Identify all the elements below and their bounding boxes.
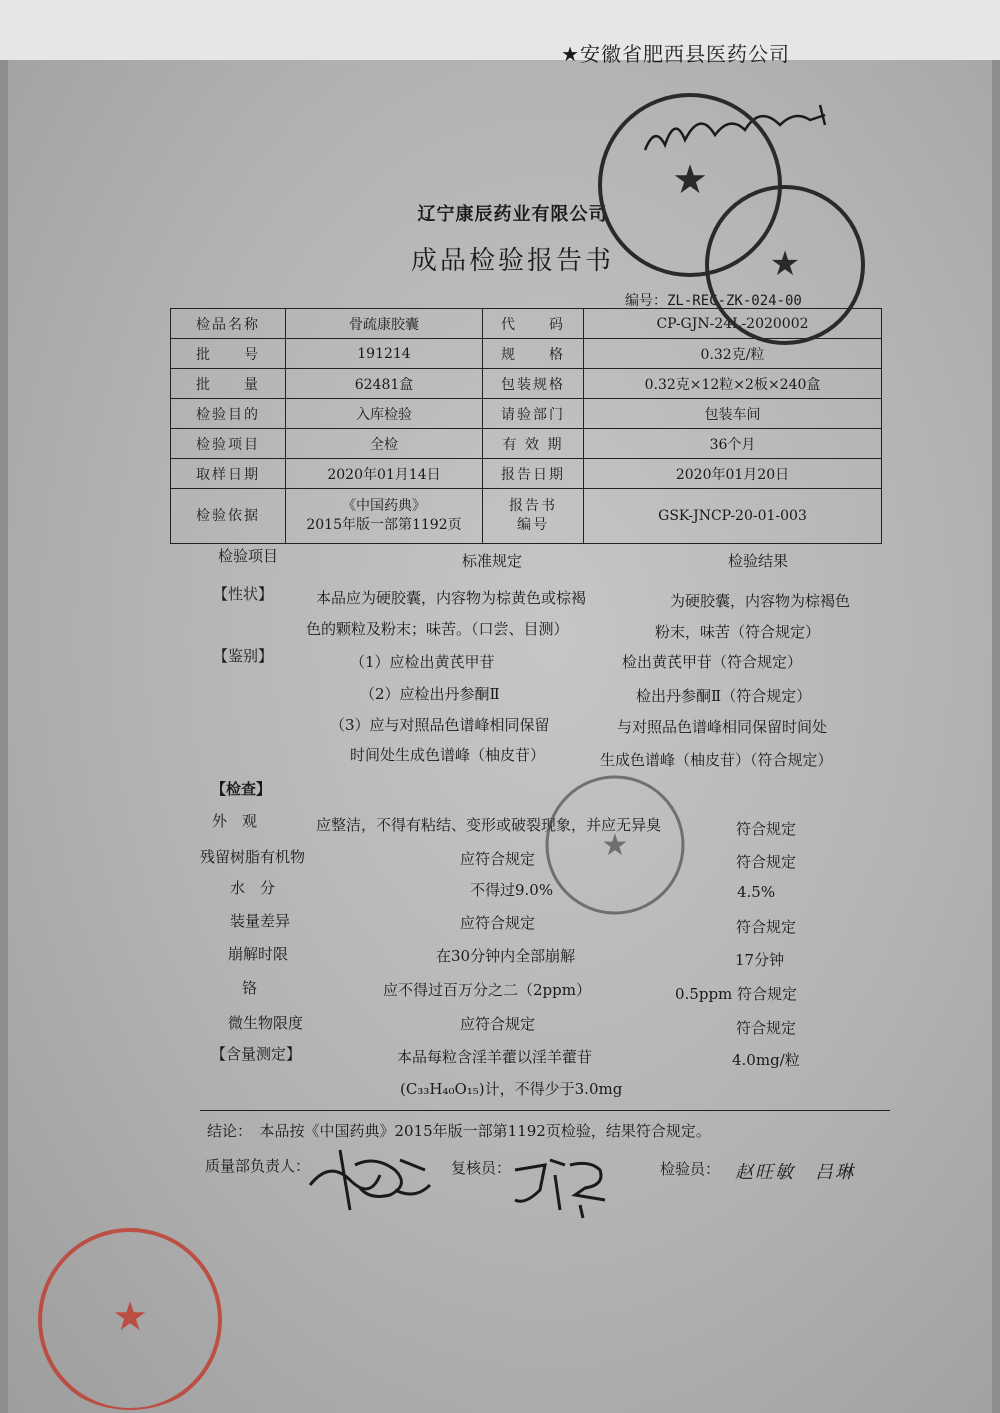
check-result: 0.5ppm 符合规定	[675, 985, 798, 1003]
svg-text:★: ★	[672, 157, 708, 203]
check-result: 符合规定	[736, 918, 797, 936]
check-standard: 应符合规定	[460, 914, 536, 932]
check-standard: 在30分钟内全部崩解	[436, 947, 576, 965]
table-cell: 取样日期	[171, 459, 286, 489]
table-row	[171, 459, 882, 489]
table-cell: 代 码	[483, 309, 584, 339]
table-cell: 入库检验	[286, 399, 483, 429]
table-cell: 36个月	[584, 429, 882, 459]
identification-result: 检出丹参酮Ⅱ（符合规定）	[636, 687, 812, 705]
table-cell: 检品名称	[171, 309, 286, 339]
check-item: 崩解时限	[228, 945, 289, 963]
table-cell: 报告日期	[483, 459, 584, 489]
table-cell: 包装规格	[483, 369, 584, 399]
table-cell: 有 效 期	[483, 429, 584, 459]
svg-text:★: ★	[112, 1294, 148, 1340]
column-result: 检验结果	[728, 552, 789, 570]
table-row	[171, 369, 882, 399]
report-no-label: 报告书	[509, 498, 557, 514]
check-result: 符合规定	[736, 853, 797, 871]
identification-standard: 时间处生成色谱峰（柚皮苷）	[350, 746, 546, 764]
check-item: 残留树脂有机物	[200, 848, 306, 866]
quality-head-signature	[300, 1140, 440, 1220]
check-item: 外 观	[212, 812, 258, 830]
check-item: 微生物限度	[228, 1014, 304, 1032]
svg-text:★: ★	[601, 828, 629, 863]
identification-result: 生成色谱峰（柚皮苷）（符合规定）	[600, 751, 833, 769]
table-row	[171, 489, 882, 544]
table-cell: 62481盒	[286, 369, 483, 399]
table-cell: 批 号	[171, 339, 286, 369]
table-cell: 0.32克/粒	[584, 339, 882, 369]
report-company: 辽宁康辰药业有限公司	[417, 204, 608, 225]
table-cell: 0.32克×12粒×2板×240盒	[584, 369, 882, 399]
table-cell: 2020年01月14日	[286, 459, 483, 489]
basis-line: 2015年版一部第1192页	[306, 517, 462, 533]
table-cell: 规 格	[483, 339, 584, 369]
stamp-top-right	[700, 180, 870, 350]
check-standard: 应整洁，不得有粘结、变形或破裂现象，并应无异臭	[316, 816, 662, 834]
check-result: 17分钟	[735, 951, 785, 969]
assay-standard: (C₃₃H₄₀O₁₅)计，不得少于3.0mg	[400, 1080, 623, 1098]
properties-label: 【性状】	[213, 585, 274, 603]
report-no-label: 编号	[517, 517, 549, 533]
table-cell: GSK-JNCP-20-01-003	[584, 489, 882, 544]
check-result: 符合规定	[736, 820, 797, 838]
identification-result: 检出黄芪甲苷（符合规定）	[622, 653, 803, 671]
table-cell	[286, 489, 483, 544]
table-cell: 全检	[286, 429, 483, 459]
identification-standard: （3）应与对照品色谱峰相同保留	[330, 716, 550, 734]
check-result: 4.5%	[737, 883, 776, 901]
identification-standard: （1）应检出黄芪甲苷	[350, 653, 495, 671]
basis-line: 《中国药典》	[342, 498, 426, 514]
table-cell: 批 量	[171, 369, 286, 399]
table-cell: 骨疏康胶囊	[286, 309, 483, 339]
assay-standard: 本品每粒含淫羊藿以淫羊藿苷	[397, 1048, 593, 1066]
properties-standard: 色的颗粒及粉末；味苦。（口尝、目测）	[306, 620, 569, 638]
check-item: 水 分	[230, 879, 276, 897]
report-code: 编号：ZL-REC-ZK-024-00	[625, 293, 802, 309]
check-standard: 应符合规定	[460, 850, 536, 868]
conclusion: 结论： 本品按《中国药典》2015年版一部第1192页检验，结果符合规定。	[207, 1122, 711, 1140]
check-item: 装量差异	[230, 912, 291, 930]
table-cell: CP-GJN-24L-2020002	[584, 309, 882, 339]
divider	[200, 1110, 890, 1111]
table-cell	[483, 489, 584, 544]
reviewer-label: 复核员：	[451, 1159, 512, 1177]
identification-label: 【鉴别】	[213, 647, 274, 665]
quality-head-label: 质量部负责人：	[205, 1157, 311, 1175]
table-cell: 191214	[286, 339, 483, 369]
stamp-bottom-left	[30, 1220, 230, 1410]
assay-label: 【含量测定】	[211, 1045, 302, 1063]
table-cell: 检验项目	[171, 429, 286, 459]
header-company: ★安徽省肥西县医药公司	[561, 42, 790, 66]
check-result: 符合规定	[736, 1019, 797, 1037]
checks-label: 【检查】	[211, 780, 272, 798]
report-title: 成品检验报告书	[410, 246, 614, 276]
identification-standard: （2）应检出丹参酮Ⅱ	[360, 685, 500, 703]
assay-result: 4.0mg/粒	[732, 1051, 800, 1069]
check-standard: 应符合规定	[460, 1015, 536, 1033]
table-cell: 检验目的	[171, 399, 286, 429]
column-item: 检验项目	[218, 547, 279, 565]
svg-text:★: ★	[769, 244, 801, 284]
table-row	[171, 429, 882, 459]
table-cell: 2020年01月20日	[584, 459, 882, 489]
reviewer-signature	[505, 1150, 615, 1220]
column-standard: 标准规定	[462, 552, 523, 570]
inspector-names: 赵旺敏 吕琳	[735, 1162, 855, 1183]
properties-result: 为硬胶囊，内容物为棕褐色	[670, 592, 851, 610]
identification-result: 与对照品色谱峰相同保留时间处	[617, 718, 828, 736]
check-standard: 不得过9.0%	[470, 881, 554, 899]
table-cell: 检验依据	[171, 489, 286, 544]
check-standard: 应不得过百万分之二（2ppm）	[383, 981, 591, 999]
properties-result: 粉末，味苦（符合规定）	[655, 623, 821, 641]
table-cell: 包装车间	[584, 399, 882, 429]
stamp-middle	[540, 770, 690, 920]
table-cell: 请验部门	[483, 399, 584, 429]
table-row	[171, 399, 882, 429]
header-strip	[0, 0, 1000, 60]
inspector-label: 检验员：	[660, 1160, 721, 1178]
check-item: 铬	[242, 979, 258, 997]
properties-standard: 本品应为硬胶囊，内容物为棕黄色或棕褐	[316, 589, 587, 607]
